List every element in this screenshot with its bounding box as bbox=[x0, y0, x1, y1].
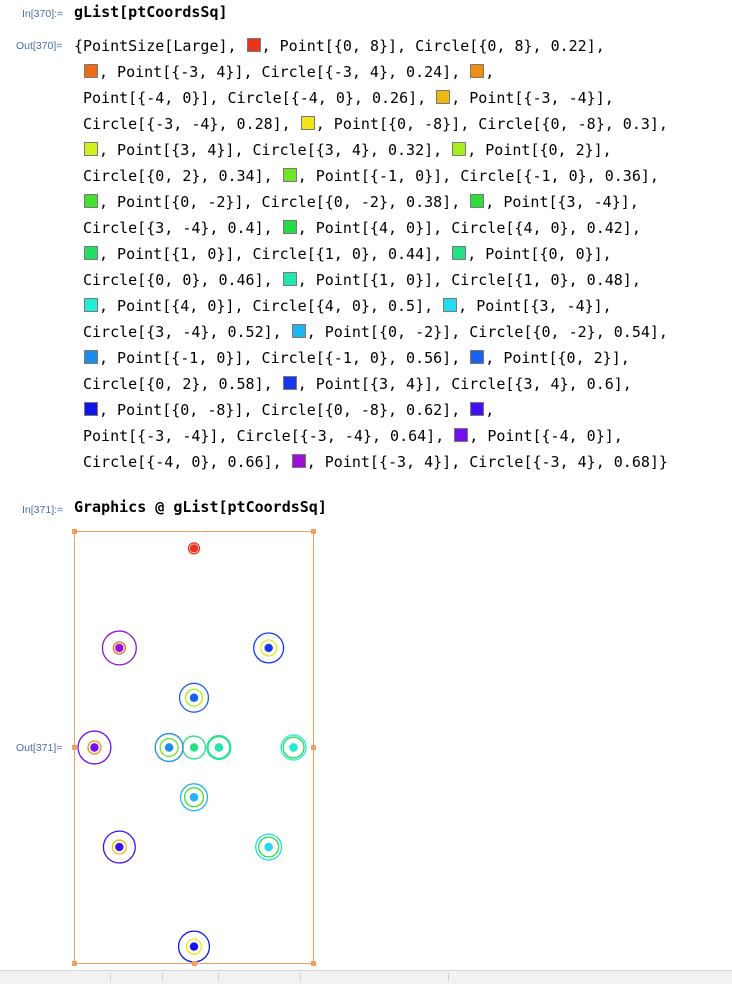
point-mark-22 bbox=[90, 743, 98, 751]
resize-handle-tl[interactable] bbox=[72, 529, 77, 534]
output-text: , Point[{1, 0}], Circle[{1, 0}, 0.48], bbox=[297, 271, 641, 289]
output-text: Circle[{3, -4}, 0.52], bbox=[83, 323, 291, 341]
color-swatch[interactable] bbox=[84, 350, 98, 364]
point-mark-20 bbox=[190, 942, 198, 950]
output-text: Circle[{-4, 0}, 0.66], bbox=[83, 453, 291, 471]
output-text: , Point[{-3, 4}], Circle[{-3, 4}, 0.68]} bbox=[306, 453, 668, 471]
output-text: , Point[{0, 0}], bbox=[467, 245, 612, 263]
point-mark-13 bbox=[215, 743, 223, 751]
color-swatch[interactable] bbox=[84, 402, 98, 416]
color-swatch[interactable] bbox=[470, 64, 484, 78]
output-text: Point[{-4, 0}], Circle[{-4, 0}, 0.26], bbox=[83, 89, 436, 107]
color-swatch[interactable] bbox=[283, 376, 297, 390]
toolbar-divider bbox=[300, 973, 301, 981]
output-text: Circle[{-3, -4}, 0.28], bbox=[83, 115, 300, 133]
color-swatch[interactable] bbox=[470, 402, 484, 416]
output-line bbox=[83, 319, 668, 345]
color-swatch[interactable] bbox=[452, 142, 466, 156]
output-text: , Point[{4, 0}], Circle[{4, 0}, 0.42], bbox=[297, 219, 641, 237]
point-mark-12 bbox=[190, 743, 198, 751]
input-cell-371[interactable]: Graphics @ gList[ptCoordsSq] bbox=[74, 498, 327, 516]
color-swatch[interactable] bbox=[84, 194, 98, 208]
color-swatch[interactable] bbox=[470, 350, 484, 364]
output-line bbox=[83, 241, 612, 267]
output-text: Point[{-3, -4}], Circle[{-3, -4}, 0.64], bbox=[83, 427, 454, 445]
output-line bbox=[83, 345, 630, 371]
point-mark-0 bbox=[190, 544, 198, 552]
output-text: , Point[{3, 4}], Circle[{3, 4}, 0.6], bbox=[297, 375, 632, 393]
suggestions-toolbar[interactable] bbox=[0, 970, 732, 984]
output-line bbox=[83, 111, 668, 137]
color-swatch[interactable] bbox=[283, 272, 297, 286]
color-swatch[interactable] bbox=[84, 142, 98, 156]
output-text: , bbox=[485, 63, 495, 81]
resize-handle-ml[interactable] bbox=[72, 745, 77, 750]
output-line bbox=[83, 163, 659, 189]
output-text: , Point[{-3, 4}], Circle[{-3, 4}, 0.24], bbox=[99, 63, 470, 81]
color-swatch[interactable] bbox=[84, 246, 98, 260]
output-text: Circle[{0, 2}, 0.34], bbox=[83, 167, 282, 185]
output-line bbox=[83, 215, 641, 241]
resize-handle-bm[interactable] bbox=[192, 961, 197, 966]
output-line bbox=[83, 371, 632, 397]
output-text: , Point[{-3, -4}], bbox=[451, 89, 614, 107]
output-text: , Point[{0, -8}], Circle[{0, -8}, 0.3], bbox=[315, 115, 668, 133]
color-swatch[interactable] bbox=[283, 220, 297, 234]
output-line bbox=[83, 85, 614, 111]
output-text: , Point[{0, 8}], Circle[{0, 8}, 0.22], bbox=[261, 37, 605, 55]
point-mark-19 bbox=[264, 644, 272, 652]
resize-handle-tr[interactable] bbox=[311, 529, 316, 534]
color-swatch[interactable] bbox=[470, 194, 484, 208]
input-label-370: In[370]:= bbox=[22, 8, 64, 20]
output-line bbox=[83, 189, 639, 215]
output-label-371: Out[371]= bbox=[16, 742, 63, 754]
output-text: , Point[{0, 2}], bbox=[485, 349, 630, 367]
point-mark-17 bbox=[165, 743, 173, 751]
output-text: {PointSize[Large], bbox=[74, 37, 246, 55]
toolbar-divider bbox=[110, 973, 111, 981]
output-text: Circle[{0, 2}, 0.58], bbox=[83, 375, 282, 393]
point-mark-21 bbox=[115, 843, 123, 851]
color-swatch[interactable] bbox=[301, 116, 315, 130]
output-line bbox=[83, 267, 641, 293]
point-mark-15 bbox=[264, 843, 272, 851]
output-text: , Point[{0, -2}], Circle[{0, -2}, 0.38], bbox=[99, 193, 470, 211]
resize-handle-bl[interactable] bbox=[72, 961, 77, 966]
output-text: , Point[{3, -4}], bbox=[485, 193, 639, 211]
input-cell-370[interactable]: gList[ptCoordsSq] bbox=[74, 3, 228, 21]
output-text: , Point[{0, -2}], Circle[{0, -2}, 0.54], bbox=[306, 323, 668, 341]
output-text: , Point[{-1, 0}], Circle[{-1, 0}, 0.36], bbox=[297, 167, 659, 185]
output-line bbox=[83, 397, 494, 423]
color-swatch[interactable] bbox=[292, 454, 306, 468]
output-text: Circle[{3, -4}, 0.4], bbox=[83, 219, 282, 237]
output-text: , Point[{3, 4}], Circle[{3, 4}, 0.32], bbox=[99, 141, 452, 159]
output-text: , Point[{-4, 0}], bbox=[469, 427, 623, 445]
resize-handle-mr[interactable] bbox=[311, 745, 316, 750]
point-mark-16 bbox=[190, 793, 198, 801]
color-swatch[interactable] bbox=[283, 168, 297, 182]
color-swatch[interactable] bbox=[443, 298, 457, 312]
output-text: Circle[{0, 0}, 0.46], bbox=[83, 271, 282, 289]
input-label-371: In[371]:= bbox=[22, 504, 64, 516]
toolbar-divider bbox=[162, 973, 163, 981]
toolbar-divider bbox=[218, 973, 219, 981]
resize-handle-br[interactable] bbox=[311, 961, 316, 966]
output-line bbox=[83, 293, 612, 319]
point-mark-23 bbox=[115, 644, 123, 652]
output-text: , Point[{1, 0}], Circle[{1, 0}, 0.44], bbox=[99, 245, 452, 263]
output-line bbox=[83, 137, 612, 163]
output-text: , Point[{0, 2}], bbox=[467, 141, 612, 159]
point-mark-14 bbox=[289, 743, 297, 751]
output-text: , bbox=[485, 401, 495, 419]
color-swatch[interactable] bbox=[84, 64, 98, 78]
output-text: , Point[{3, -4}], bbox=[458, 297, 612, 315]
output-text: , Point[{-1, 0}], Circle[{-1, 0}, 0.56], bbox=[99, 349, 470, 367]
color-swatch[interactable] bbox=[84, 298, 98, 312]
output-line bbox=[74, 33, 605, 59]
output-line bbox=[83, 59, 494, 85]
toolbar-divider bbox=[448, 973, 449, 981]
color-swatch[interactable] bbox=[452, 246, 466, 260]
color-swatch[interactable] bbox=[292, 324, 306, 338]
output-text: , Point[{4, 0}], Circle[{4, 0}, 0.5], bbox=[99, 297, 443, 315]
color-swatch[interactable] bbox=[436, 90, 450, 104]
output-text: , Point[{0, -8}], Circle[{0, -8}, 0.62], bbox=[99, 401, 470, 419]
output-line bbox=[83, 423, 623, 449]
output-line bbox=[83, 449, 668, 475]
graphics-output[interactable] bbox=[74, 531, 314, 964]
color-swatch[interactable] bbox=[247, 38, 261, 52]
output-label-370: Out[370]= bbox=[16, 40, 63, 52]
color-swatch[interactable] bbox=[454, 428, 468, 442]
point-mark-18 bbox=[190, 694, 198, 702]
